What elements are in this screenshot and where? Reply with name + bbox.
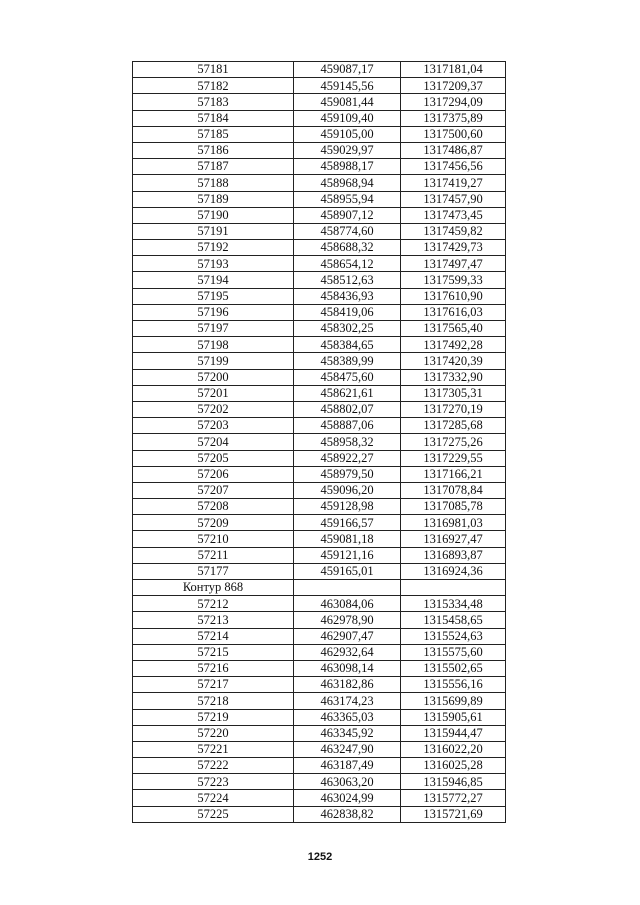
point-number-cell: 57223 — [133, 774, 294, 790]
point-number-cell: 57185 — [133, 126, 294, 142]
coordinates-table — [132, 61, 506, 823]
y-coordinate-cell: 1317305,31 — [401, 385, 506, 401]
x-coordinate-cell: 463365,03 — [294, 709, 401, 725]
x-coordinate-cell: 459081,18 — [294, 531, 401, 547]
point-number-cell: 57183 — [133, 94, 294, 110]
table-row — [133, 337, 506, 353]
y-coordinate-cell: 1317457,90 — [401, 191, 506, 207]
table-row — [133, 369, 506, 385]
point-number-cell: 57199 — [133, 353, 294, 369]
y-coordinate-cell: 1317492,28 — [401, 337, 506, 353]
table-row — [133, 790, 506, 806]
point-number-cell: 57196 — [133, 304, 294, 320]
y-coordinate-cell: 1317599,33 — [401, 272, 506, 288]
point-number-cell: 57195 — [133, 288, 294, 304]
y-coordinate-cell: 1317429,73 — [401, 240, 506, 256]
x-coordinate-cell: 458621,61 — [294, 385, 401, 401]
y-coordinate-cell — [401, 580, 506, 596]
table-row — [133, 78, 506, 94]
x-coordinate-cell: 459165,01 — [294, 563, 401, 579]
y-coordinate-cell: 1316981,03 — [401, 515, 506, 531]
y-coordinate-cell: 1317166,21 — [401, 466, 506, 482]
y-coordinate-cell: 1317419,27 — [401, 175, 506, 191]
table-row — [133, 110, 506, 126]
y-coordinate-cell: 1315556,16 — [401, 677, 506, 693]
x-coordinate-cell: 458475,60 — [294, 369, 401, 385]
x-coordinate-cell: 463247,90 — [294, 741, 401, 757]
y-coordinate-cell: 1317285,68 — [401, 418, 506, 434]
x-coordinate-cell: 459109,40 — [294, 110, 401, 126]
point-number-cell: 57218 — [133, 693, 294, 709]
point-number-cell: 57188 — [133, 175, 294, 191]
x-coordinate-cell: 462978,90 — [294, 612, 401, 628]
table-row — [133, 563, 506, 579]
table-row — [133, 580, 506, 596]
point-number-cell: 57177 — [133, 563, 294, 579]
table-row — [133, 499, 506, 515]
x-coordinate-cell: 458654,12 — [294, 256, 401, 272]
y-coordinate-cell: 1317420,39 — [401, 353, 506, 369]
table-row — [133, 806, 506, 822]
x-coordinate-cell: 459081,44 — [294, 94, 401, 110]
y-coordinate-cell: 1317375,89 — [401, 110, 506, 126]
x-coordinate-cell: 459166,57 — [294, 515, 401, 531]
table-row — [133, 660, 506, 676]
y-coordinate-cell: 1315334,48 — [401, 596, 506, 612]
y-coordinate-cell: 1315721,69 — [401, 806, 506, 822]
x-coordinate-cell: 458922,27 — [294, 450, 401, 466]
table-row — [133, 628, 506, 644]
x-coordinate-cell: 458512,63 — [294, 272, 401, 288]
table-row — [133, 482, 506, 498]
point-number-cell: 57215 — [133, 644, 294, 660]
x-coordinate-cell: 459029,97 — [294, 142, 401, 158]
point-number-cell: 57191 — [133, 223, 294, 239]
y-coordinate-cell: 1317085,78 — [401, 499, 506, 515]
point-number-cell: 57209 — [133, 515, 294, 531]
point-number-cell: 57217 — [133, 677, 294, 693]
x-coordinate-cell: 459121,16 — [294, 547, 401, 563]
point-number-cell: 57207 — [133, 482, 294, 498]
table-row — [133, 62, 506, 78]
point-number-cell: 57213 — [133, 612, 294, 628]
table-row — [133, 418, 506, 434]
y-coordinate-cell: 1316893,87 — [401, 547, 506, 563]
table-row — [133, 531, 506, 547]
x-coordinate-cell: 459145,56 — [294, 78, 401, 94]
table-row — [133, 240, 506, 256]
table-row — [133, 644, 506, 660]
point-number-cell: 57197 — [133, 321, 294, 337]
table-row — [133, 207, 506, 223]
y-coordinate-cell: 1315905,61 — [401, 709, 506, 725]
y-coordinate-cell: 1317209,37 — [401, 78, 506, 94]
point-number-cell: 57220 — [133, 725, 294, 741]
page-number: 1252 — [307, 851, 333, 863]
y-coordinate-cell: 1317078,84 — [401, 482, 506, 498]
y-coordinate-cell: 1317486,87 — [401, 142, 506, 158]
y-coordinate-cell: 1315772,27 — [401, 790, 506, 806]
y-coordinate-cell: 1317610,90 — [401, 288, 506, 304]
coordinates-table-body — [133, 62, 506, 823]
y-coordinate-cell: 1316022,20 — [401, 741, 506, 757]
x-coordinate-cell: 458958,32 — [294, 434, 401, 450]
y-coordinate-cell: 1315575,60 — [401, 644, 506, 660]
table-row — [133, 547, 506, 563]
y-coordinate-cell: 1317565,40 — [401, 321, 506, 337]
x-coordinate-cell: 463024,99 — [294, 790, 401, 806]
table-row — [133, 191, 506, 207]
x-coordinate-cell: 458968,94 — [294, 175, 401, 191]
y-coordinate-cell: 1316927,47 — [401, 531, 506, 547]
point-number-cell: 57186 — [133, 142, 294, 158]
y-coordinate-cell: 1315944,47 — [401, 725, 506, 741]
table-row — [133, 466, 506, 482]
table-row — [133, 596, 506, 612]
table-row — [133, 612, 506, 628]
point-number-cell: 57221 — [133, 741, 294, 757]
point-number-cell: 57206 — [133, 466, 294, 482]
y-coordinate-cell: 1317332,90 — [401, 369, 506, 385]
y-coordinate-cell: 1317459,82 — [401, 223, 506, 239]
point-number-cell: 57210 — [133, 531, 294, 547]
table-row — [133, 515, 506, 531]
point-number-cell: 57224 — [133, 790, 294, 806]
x-coordinate-cell: 459096,20 — [294, 482, 401, 498]
x-coordinate-cell — [294, 580, 401, 596]
point-number-cell: 57216 — [133, 660, 294, 676]
y-coordinate-cell: 1315946,85 — [401, 774, 506, 790]
x-coordinate-cell: 463084,06 — [294, 596, 401, 612]
x-coordinate-cell: 458955,94 — [294, 191, 401, 207]
y-coordinate-cell: 1317456,56 — [401, 159, 506, 175]
point-number-cell: 57192 — [133, 240, 294, 256]
y-coordinate-cell: 1317229,55 — [401, 450, 506, 466]
point-number-cell: 57189 — [133, 191, 294, 207]
table-row — [133, 223, 506, 239]
x-coordinate-cell: 462932,64 — [294, 644, 401, 660]
x-coordinate-cell: 458389,99 — [294, 353, 401, 369]
table-row — [133, 741, 506, 757]
point-number-cell: 57190 — [133, 207, 294, 223]
y-coordinate-cell: 1315502,65 — [401, 660, 506, 676]
point-number-cell: 57202 — [133, 401, 294, 417]
point-number-cell: 57222 — [133, 758, 294, 774]
x-coordinate-cell: 459128,98 — [294, 499, 401, 515]
x-coordinate-cell: 458887,06 — [294, 418, 401, 434]
point-number-cell: 57200 — [133, 369, 294, 385]
x-coordinate-cell: 462838,82 — [294, 806, 401, 822]
point-number-cell: 57211 — [133, 547, 294, 563]
table-row — [133, 159, 506, 175]
y-coordinate-cell: 1317270,19 — [401, 401, 506, 417]
x-coordinate-cell: 459105,00 — [294, 126, 401, 142]
x-coordinate-cell: 463345,92 — [294, 725, 401, 741]
x-coordinate-cell: 458907,12 — [294, 207, 401, 223]
x-coordinate-cell: 459087,17 — [294, 62, 401, 78]
y-coordinate-cell: 1315524,63 — [401, 628, 506, 644]
x-coordinate-cell: 458979,50 — [294, 466, 401, 482]
table-row — [133, 321, 506, 337]
table-row — [133, 256, 506, 272]
point-number-cell: 57219 — [133, 709, 294, 725]
y-coordinate-cell: 1315699,89 — [401, 693, 506, 709]
table-row — [133, 758, 506, 774]
x-coordinate-cell: 458384,65 — [294, 337, 401, 353]
x-coordinate-cell: 458436,93 — [294, 288, 401, 304]
y-coordinate-cell: 1317497,47 — [401, 256, 506, 272]
y-coordinate-cell: 1316924,36 — [401, 563, 506, 579]
x-coordinate-cell: 463063,20 — [294, 774, 401, 790]
x-coordinate-cell: 458688,32 — [294, 240, 401, 256]
table-row — [133, 142, 506, 158]
point-number-cell: 57208 — [133, 499, 294, 515]
table-row — [133, 353, 506, 369]
table-row — [133, 774, 506, 790]
table-row — [133, 401, 506, 417]
table-row — [133, 304, 506, 320]
x-coordinate-cell: 458419,06 — [294, 304, 401, 320]
point-number-cell: 57204 — [133, 434, 294, 450]
point-number-cell: 57212 — [133, 596, 294, 612]
x-coordinate-cell: 462907,47 — [294, 628, 401, 644]
point-number-cell: 57182 — [133, 78, 294, 94]
table-row — [133, 677, 506, 693]
point-number-cell: 57184 — [133, 110, 294, 126]
table-row — [133, 175, 506, 191]
table-row — [133, 693, 506, 709]
x-coordinate-cell: 458302,25 — [294, 321, 401, 337]
point-number-cell: 57193 — [133, 256, 294, 272]
table-row — [133, 94, 506, 110]
y-coordinate-cell: 1317181,04 — [401, 62, 506, 78]
table-row — [133, 450, 506, 466]
y-coordinate-cell: 1317500,60 — [401, 126, 506, 142]
x-coordinate-cell: 458802,07 — [294, 401, 401, 417]
point-number-cell: 57187 — [133, 159, 294, 175]
y-coordinate-cell: 1317616,03 — [401, 304, 506, 320]
table-row — [133, 725, 506, 741]
point-number-cell: Контур 868 — [133, 580, 294, 596]
point-number-cell: 57225 — [133, 806, 294, 822]
point-number-cell: 57203 — [133, 418, 294, 434]
point-number-cell: 57201 — [133, 385, 294, 401]
table-row — [133, 709, 506, 725]
x-coordinate-cell: 458774,60 — [294, 223, 401, 239]
point-number-cell: 57181 — [133, 62, 294, 78]
x-coordinate-cell: 458988,17 — [294, 159, 401, 175]
table-row — [133, 288, 506, 304]
y-coordinate-cell: 1315458,65 — [401, 612, 506, 628]
x-coordinate-cell: 463182,86 — [294, 677, 401, 693]
point-number-cell: 57194 — [133, 272, 294, 288]
y-coordinate-cell: 1317473,45 — [401, 207, 506, 223]
point-number-cell: 57214 — [133, 628, 294, 644]
table-row — [133, 272, 506, 288]
x-coordinate-cell: 463174,23 — [294, 693, 401, 709]
y-coordinate-cell: 1317294,09 — [401, 94, 506, 110]
table-row — [133, 126, 506, 142]
y-coordinate-cell: 1317275,26 — [401, 434, 506, 450]
y-coordinate-cell: 1316025,28 — [401, 758, 506, 774]
point-number-cell: 57205 — [133, 450, 294, 466]
table-row — [133, 434, 506, 450]
x-coordinate-cell: 463187,49 — [294, 758, 401, 774]
point-number-cell: 57198 — [133, 337, 294, 353]
table-row — [133, 385, 506, 401]
x-coordinate-cell: 463098,14 — [294, 660, 401, 676]
